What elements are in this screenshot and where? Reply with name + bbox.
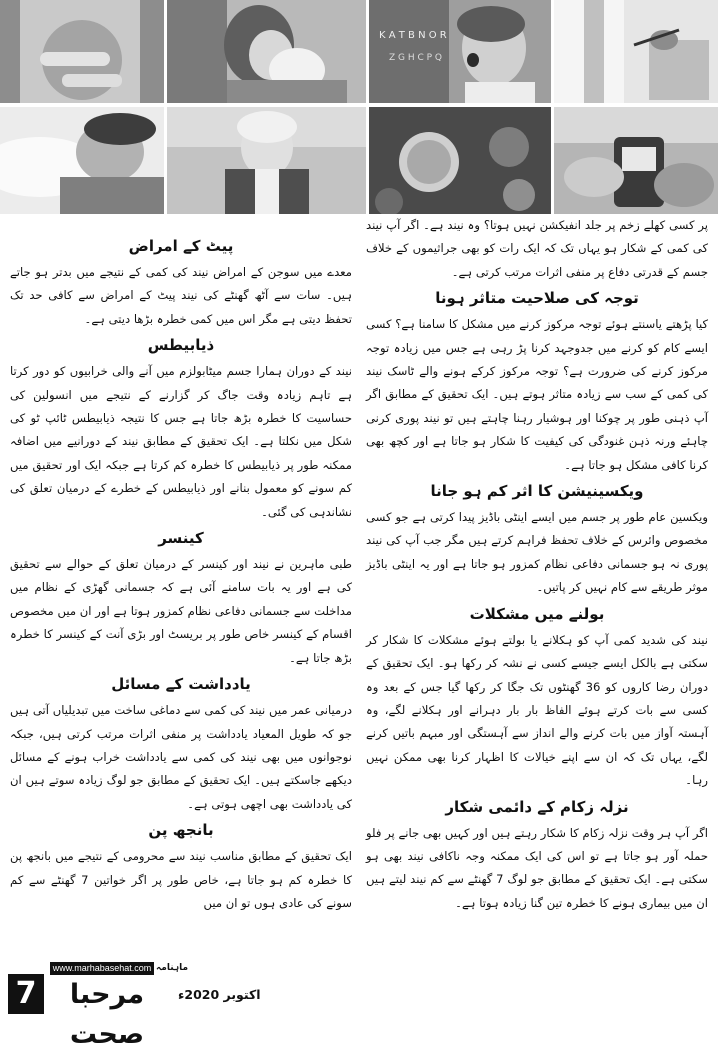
section-body-cold: اگر آپ ہر وقت نزلہ زکام کا شکار رہتے ہیں اور کہیں بھی جانے پر فلو حملہ آور ہو جاتا ہے تو اس کی ایک ممکنہ وجہ ناکافی نیند بھی ہو سکتی ہے۔ ایک تحقیق کے مطابق جو لوگ 7 گھنٹے سے کم نیند لیتے ہیں ان میں بیماری ہونے کا خطرہ تین گنا زیادہ ہوتا ہے۔ bbox=[366, 825, 708, 910]
section-heading-diabetes: ذیابیطس bbox=[147, 336, 215, 355]
section-body-speech: نیند کی شدید کمی آپ کو ہکلانے یا بولتے ہوئے مشکلات کا شکار کر سکتی ہے بالکل ایسے جیسے کسی نے نشہ کر رکھا ہو۔ ایک تحقیق کے دوران رضا کاروں کو 36 گھنٹوں تک جگا کر رکھا گیا جس کے بعد وہ کسی سے بات کرتے ہوئے الفاظ بار بار دہرانے اور ہکلانے لگے، وہ آہستہ آواز میں بات کرنے والے انداز سے آہستگی اور مبہم باتیں کرنے لگے، یہاں تک کہ ان سے اپنے خیالات کا اظہار کرنا بھی ممکن نہیں رہا۔ bbox=[366, 632, 708, 788]
svg-text:Z G H C P Q: Z G H C P Q bbox=[389, 53, 443, 63]
sleeping-boy-photo bbox=[0, 107, 164, 214]
doctor-writing-photo bbox=[554, 0, 718, 103]
monthly-badge: ماہنامہ bbox=[156, 963, 189, 973]
svg-text:K A T B N O R: K A T B N O R bbox=[379, 30, 447, 41]
section-heading-infertility: بانجھ پن bbox=[148, 821, 214, 840]
intro-paragraph: پر کسی کھلے زخم پر جلد انفیکشن نہیں ہوتا؟ وہ نیند ہے۔ اگر آپ نیند کی کمی کے شکار ہو یہاں تک کہ ایک رات کو بھی جراثیموں کے خلاف جسم کے قدرتی دفاع پر منفی اثرات مرتب کرتی ہے۔ bbox=[366, 218, 708, 279]
section-body-attention: کیا پڑھتے یاسنتے ہوئے توجہ مرکوز کرنے میں مشکل کا سامنا ہے؟ کسی ایسے کام کو کرنے میں جدوجہد کرنا پڑ رہی ہے جس میں زیادہ توجہ مرکوز کرنے کی ضرورت ہے؟ توجہ مرکوز کرکے ہونے والے ٹاسک نیند کی کمی کے سب سے زیادہ متاثر ہوتے ہیں۔ ایک تحقیق کے مطابق اگر آپ ذہنی طور پر چوکنا اور ہوشیار رہنا چاہتے ہیں تو نیند پوری کرنی چاہئے ورنہ ذہن غنودگی کی کیفیت کا شکار ہو جاتا ہے اور کچھ بھی کرنا کافی مشکل ہو جاتا ہے۔ bbox=[366, 317, 708, 472]
virus-cells-photo bbox=[369, 107, 551, 214]
footer-masthead bbox=[8, 962, 300, 1050]
section-body-memory: درمیانی عمر میں نیند کی کمی سے دماغی ساخت میں تبدیلیاں آتی ہیں جو کہ طویل المعیاد یادداشت پر منفی اثرات مرتب کرتی ہیں، جبکہ نوجوانوں میں بھی نیند کی کمی سے یادداشت خراب ہونے کے مسائل دیکھے جاسکتے ہیں۔ ایک تحقیق کے مطابق جو لوگ زیادہ سوتے ہیں ان کی یادداشت بھی اچھی ہوتی ہے۔ bbox=[10, 703, 352, 811]
section-heading-attention: توجہ کی صلاحیت متاثر ہونا bbox=[435, 289, 639, 308]
magazine-title: مرحبا صحت bbox=[69, 979, 145, 1050]
boy-letters-photo bbox=[369, 0, 551, 103]
section-body-diabetes: نیند کے دوران ہمارا جسم میٹابولزم میں آنے والی خرابیوں کو دور کرتا ہے تاہم زیادہ وقت جاگ کر گزارنے کے نتیجے میں انسولین کی حساسیت کا خطرہ بڑھ جاتا ہے جس کا نتیجہ ذیابیطس ٹائپ ٹو کی شکل میں نکلتا ہے۔ ایک تحقیق کے مطابق نیند کے دورانیے میں اضافہ ممکنہ طور پر ذیابیطس کا خطرہ کم کرتا ہے جبکہ ایک اور تحقیق میں کم سونے کو معمول بنانے اور ذیابیطس کے خطرے کے درمیان تعلق کی نشاندہی کی گئی۔ bbox=[10, 364, 352, 519]
section-heading-cancer: کینسر bbox=[158, 529, 204, 548]
section-heading-stomach: پیٹ کے امراض bbox=[128, 237, 234, 255]
section-heading-speech: بولنے میں مشکلات bbox=[469, 604, 605, 623]
section-heading-memory: یادداشت کے مسائل bbox=[111, 675, 251, 694]
page-number: 7 bbox=[8, 974, 44, 1014]
website-url: www.marhabasehat.com bbox=[50, 962, 154, 975]
stomach-pain-photo bbox=[0, 0, 164, 103]
section-body-cancer: طبی ماہرین نے نیند اور کینسر کے درمیان تعلق کے حوالے سے تحقیق کی ہے اور یہ بات سامنے آئی ہے کہ جسمانی گھڑی کے نظام میں مداخلت سے جسمانی دفاعی نظام کمزور ہوتا ہے اور ان میں مخصوص اقسام کے کینسر خاص طور پر بریسٹ اور بڑی آنت کے کینسر کا خطرہ بڑھ جاتا ہے۔ bbox=[10, 557, 352, 665]
section-heading-vaccination: ویکسینیشن کا اثر کم ہو جانا bbox=[430, 482, 644, 501]
section-body-infertility: ایک تحقیق کے مطابق مناسب نیند سے محرومی کے نتیجے میں بانجھ پن کا خطرہ کم ہو جاتا ہے، خاص طور پر اگر خواتین 7 گھنٹے سے کم سونے کی عادی ہوں تو ان میں bbox=[10, 849, 353, 910]
glucose-test-photo bbox=[554, 107, 718, 214]
section-body-stomach: معدے میں سوجن کے امراض نیند کی کمی کے نتیجے میں بدتر ہو جاتے ہیں۔ سات سے آٹھ گھنٹے کی نیند پیٹ کے امراض سے کافی حد تک تحفظ دیتی ہے مگر اس میں کمی خطرہ بڑھا دیتی ہے۔ bbox=[10, 265, 352, 326]
issue-date: اکتوبر 2020ء bbox=[178, 987, 261, 1002]
section-body-vaccination: ویکسین عام طور پر جسم میں ایسے اینٹی باڈیز پیدا کرتی ہے جو کسی مخصوص وائرس کے خلاف تحفظ فراہم کرتے ہیں مگر جب آپ کی نیند پوری نہ ہو جسمانی دفاعی نظام کمزور ہو جاتا ہے اور یہ اینٹی باڈیز موثر طریقے سے کام نہیں کر پاتیں۔ bbox=[366, 510, 708, 595]
headache-woman-photo bbox=[167, 107, 366, 214]
section-heading-cold: نزلہ زکام کے دائمی شکار bbox=[445, 797, 629, 816]
article-column-right bbox=[366, 214, 708, 915]
article-column-left bbox=[10, 232, 352, 915]
sneezing-woman-photo bbox=[167, 0, 366, 103]
